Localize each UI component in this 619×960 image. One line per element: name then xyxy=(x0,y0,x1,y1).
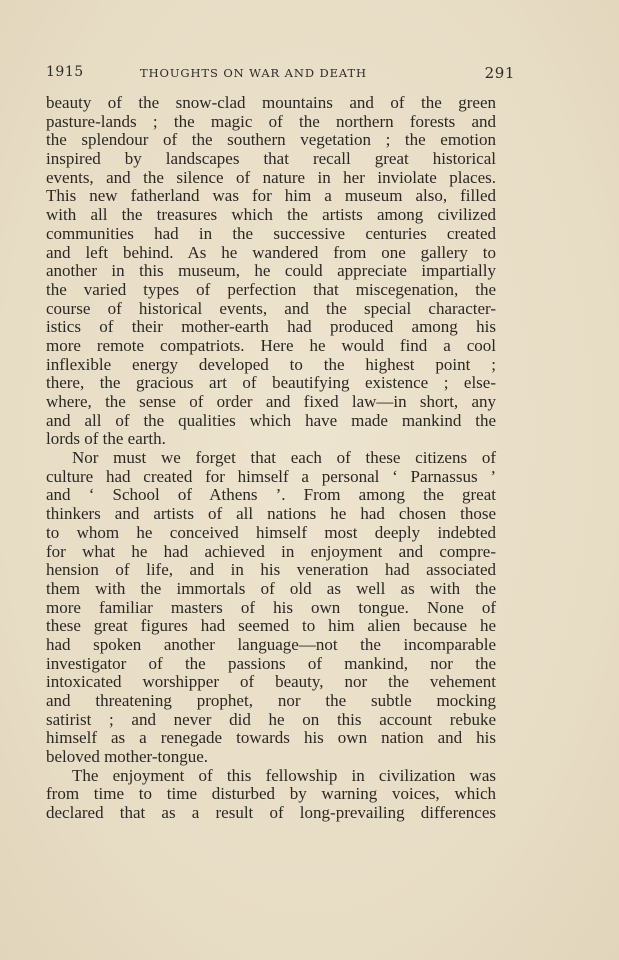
text-line: inflexible energy developed to the highest point ; xyxy=(46,354,496,374)
text-line: from time to time disturbed by warning voices, which xyxy=(46,784,496,804)
text-line: communities had in the successive centuries created xyxy=(46,223,496,243)
text-line: istics of their mother-earth had produced among his xyxy=(46,317,496,337)
text-line: This new fatherland was for him a museum also, filled xyxy=(46,186,496,206)
text-line: intoxicated worshipper of beauty, nor the vehement xyxy=(46,672,496,692)
text-line: pasture-lands ; the magic of the northern forests and xyxy=(46,111,496,131)
text-line: hension of life, and in his veneration had associated xyxy=(46,560,496,580)
text-line: events, and the silence of nature in her inviolate places. xyxy=(46,167,496,187)
text-line: with all the treasures which the artists among civilized xyxy=(46,205,496,225)
text-line: and all of the qualities which have made mankind the xyxy=(46,410,496,430)
text-line: course of historical events, and the special character- xyxy=(46,298,496,318)
text-line: investigator of the passions of mankind, nor the xyxy=(46,653,496,673)
running-head-title: THOUGHTS ON WAR AND DEATH xyxy=(140,66,367,80)
text-line: for what he had achieved in enjoyment and compre- xyxy=(46,541,496,561)
text-line: the splendour of the southern vegetation ; the emotion xyxy=(46,130,496,150)
text-line: more familiar masters of his own tongue. None of xyxy=(46,597,496,617)
text-line: where, the sense of order and fixed law—in short, any xyxy=(46,392,496,411)
text-line: these great figures had seemed to him alien because he xyxy=(46,616,496,636)
text-line: there, the gracious art of beautifying existence ; else- xyxy=(46,373,496,393)
text-line: beloved mother-tongue. xyxy=(46,747,209,767)
text-line: beauty of the snow-clad mountains and of the green xyxy=(46,93,496,112)
page-number: 291 xyxy=(484,64,515,82)
text-line: and left behind. As he wandered from one gallery to xyxy=(46,242,496,262)
text-line: satirist ; and never did he on this account rebuke xyxy=(46,709,496,729)
text-line: lords of the earth. xyxy=(46,429,166,449)
text-line: declared that as a result of long-prevailing differences xyxy=(46,803,496,823)
text-line: culture had created for himself a personal ‘ Parnassus ’ xyxy=(46,466,496,486)
text-line: the varied types of perfection that miscegenation, the xyxy=(46,279,496,299)
text-line: himself as a renegade towards his own nation and his xyxy=(46,728,496,748)
text-line: to whom he conceived himself most deeply indebted xyxy=(46,522,496,542)
text-line: another in this museum, he could appreciate impartially xyxy=(46,261,496,281)
text-line: had spoken another language—not the incomparable xyxy=(46,634,496,654)
text-line: Nor must we forget that each of these citizens of xyxy=(72,448,496,468)
text-line: thinkers and artists of all nations he had chosen those xyxy=(46,504,496,524)
running-head xyxy=(46,64,515,84)
text-line: and ‘ School of Athens ’. From among the great xyxy=(46,485,496,505)
body-text xyxy=(46,94,496,823)
text-line: more remote compatriots. Here he would find a cool xyxy=(46,335,496,355)
text-line: and threatening prophet, nor the subtle mocking xyxy=(46,691,496,710)
running-head-year: 1915 xyxy=(46,64,84,80)
text-line: them with the immortals of old as well as with the xyxy=(46,578,496,598)
text-line: The enjoyment of this fellowship in civilization was xyxy=(72,765,496,785)
text-line: inspired by landscapes that recall great historical xyxy=(46,149,496,169)
